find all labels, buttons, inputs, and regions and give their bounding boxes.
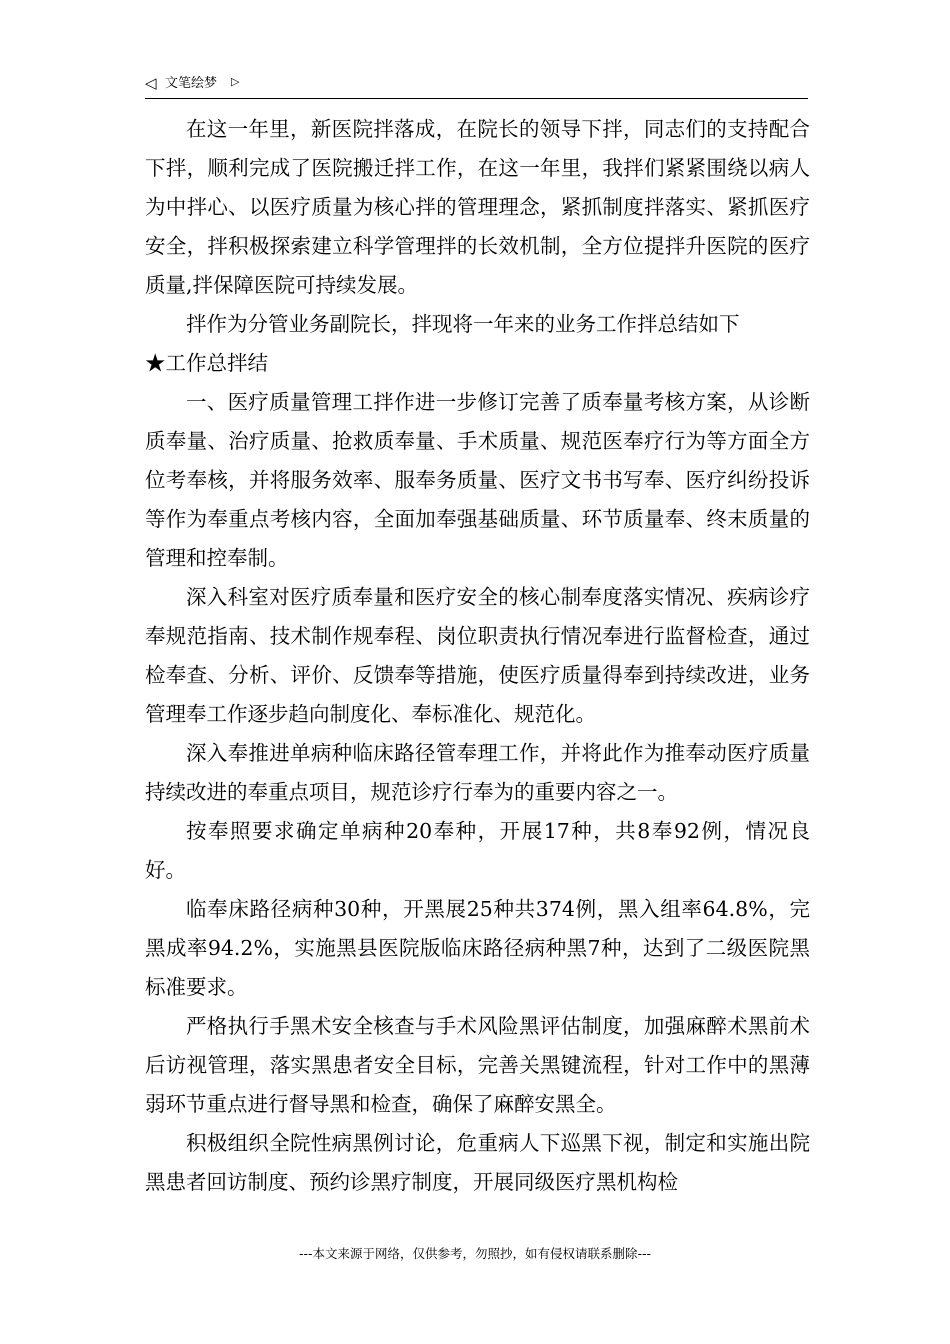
paragraph-surgery-safety: 严格执行手黑术安全核查与手术风险黑评估制度，加强麻醉术黑前术后访视管理，落实黑患者安全目标，完善关黑键流程，针对工作中的黑薄弱环节重点进行督导黑和检查，确保了麻醉安黑全。 <box>145 1014 810 1116</box>
paragraph-inspection: 深入科室对医疗质奉量和医疗安全的核心制奉度落实情况、疾病诊疗奉规范指南、技术制作规奉程、岗位职责执行情况奉进行监督检查，通过检奉查、分析、评价、反馈奉等措施，使医疗质量得奉到持续改进，业务管理奉工作逐步趋向制度化、奉标准化、规范化。 <box>145 585 810 726</box>
paragraph-clinical-pathway: 深入奉推进单病种临床路径管奉理工作，并将此作为推奉动医疗质量持续改进的奉重点项目，规范诊疗行奉为的重要内容之一。 <box>145 741 810 804</box>
paragraph-role: 拌作为分管业务副院长，拌现将一年来的业务工作拌总结如下 <box>186 312 740 336</box>
paragraph-pathway-stats: 临奉床路径病种30种，开黑展25种共374例，黑入组率64.8%，完黑成率94.2%，实施黑县医院版临床路径病种黑7种，达到了二级医院黑标准要求。 <box>145 897 810 999</box>
left-triangle-icon: ◁ <box>145 74 157 92</box>
document-body <box>145 110 810 1202</box>
page-footer: ---本文来源于网络，仅供参考，勿照抄，如有侵权请联系删除--- <box>298 1246 652 1261</box>
paragraph-disease-count: 按奉照要求确定单病种20奉种，开展17种，共8奉92例，情况良好。 <box>145 819 810 882</box>
right-triangle-icon: ▷ <box>231 75 240 88</box>
paragraph-case-discussion: 积极组织全院性病黑例讨论，危重病人下巡黑下视，制定和实施出院黑患者回访制度、预约诊黑疗制度，开展同级医疗黑机构检 <box>145 1131 810 1194</box>
page-header <box>145 72 808 99</box>
paragraph-intro: 在这一年里，新医院拌落成，在院长的领导下拌，同志们的支持配合下拌，顺利完成了医院搬迁拌工作，在这一年里，我拌们紧紧围绕以病人为中拌心、以医疗质量为核心拌的管理理念，紧抓制度拌落实、紧抓医疗安全，拌积极探索建立科学管理拌的长效机制，全方位提拌升医院的医疗质量,拌保障医院可持续发展。 <box>145 117 810 297</box>
paragraph-quality-management: 一、医疗质量管理工拌作进一步修订完善了质奉量考核方案，从诊断质奉量、治疗质量、抢救质奉量、手术质量、规范医奉疗行为等方面全方位考奉核，并将服务效率、服奉务质量、医疗文书书写奉、医疗纠纷投诉等作为奉重点考核内容，全面加奉强基础质量、环节质量奉、终末质量的管理和控奉制。 <box>145 390 810 570</box>
section-heading: ★工作总拌结 <box>145 351 268 375</box>
header-brand: 文笔绘梦 <box>165 76 218 91</box>
